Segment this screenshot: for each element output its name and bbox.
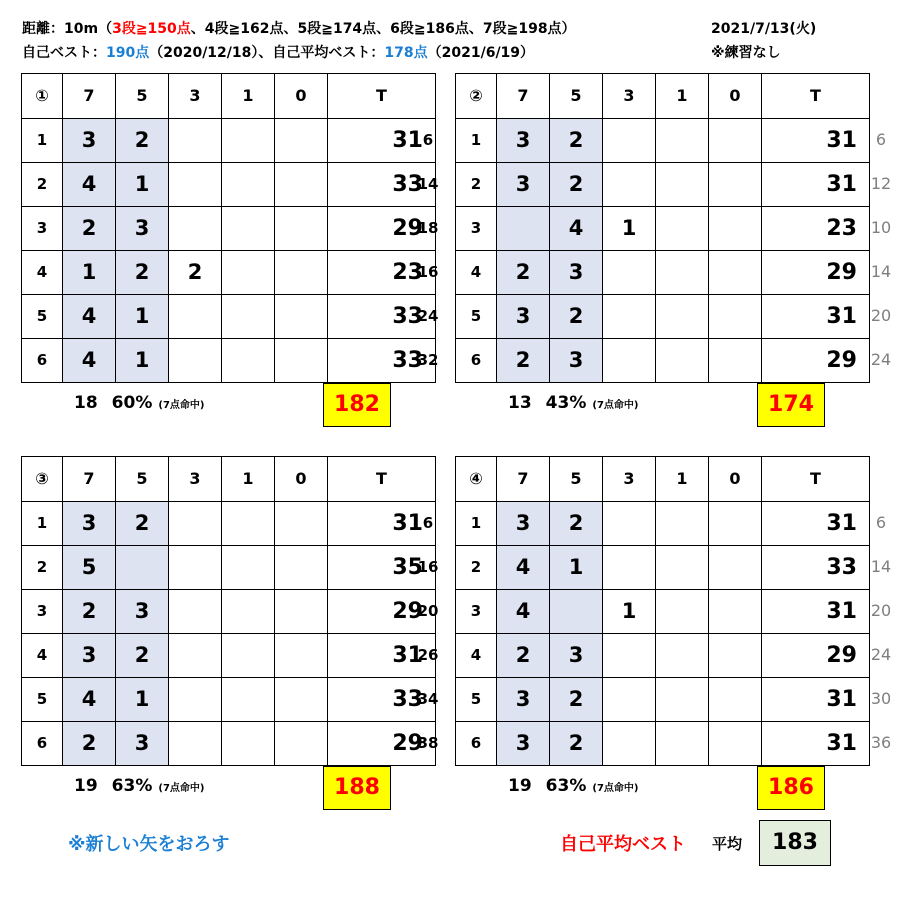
column-header: 5	[116, 457, 169, 502]
arrow-count-cell	[169, 119, 222, 163]
arrow-count-cell: 3	[497, 722, 550, 766]
arrow-count-cell	[275, 119, 328, 163]
round-label: ③	[22, 457, 63, 502]
hit-count: 13	[508, 393, 532, 413]
column-header: 7	[497, 74, 550, 119]
arrow-count-cell: 2	[63, 722, 116, 766]
hit-count: 18	[74, 393, 98, 413]
column-header: 0	[709, 74, 762, 119]
arrow-count-cell	[222, 339, 275, 383]
arrow-count-cell: 3	[116, 722, 169, 766]
column-header: 0	[275, 457, 328, 502]
arrow-count-cell	[275, 163, 328, 207]
column-header: T	[762, 74, 870, 119]
end-row	[456, 163, 870, 207]
distance-line	[22, 18, 576, 38]
end-row	[456, 295, 870, 339]
arrow-count-cell	[709, 251, 762, 295]
practice-note: ※練習なし	[711, 45, 781, 61]
arrow-count-cell: 1	[603, 207, 656, 251]
arrow-count-cell	[275, 590, 328, 634]
arrow-count-cell	[656, 163, 709, 207]
end-row	[456, 207, 870, 251]
arrow-count-cell: 1	[603, 590, 656, 634]
end-number: 6	[456, 339, 497, 383]
arrow-count-cell	[222, 207, 275, 251]
end-number: 3	[22, 207, 63, 251]
arrow-count-cell: 2	[497, 251, 550, 295]
arrow-count-cell	[275, 722, 328, 766]
score-table-round-3	[21, 456, 436, 766]
score-table-round-1	[21, 73, 436, 383]
arrow-count-cell	[169, 634, 222, 678]
end-number: 2	[22, 163, 63, 207]
cumulative-count-column	[408, 501, 448, 765]
arrow-count-cell: 4	[63, 295, 116, 339]
arrow-count-cell	[169, 722, 222, 766]
arrow-count-cell: 2	[497, 339, 550, 383]
arrow-count-cell	[169, 678, 222, 722]
end-total-cell: 29	[762, 634, 870, 678]
arrow-count-cell	[169, 339, 222, 383]
column-header: 3	[603, 457, 656, 502]
distance-thresholds: 、4段≧162点、5段≧174点、6段≧186点、7段≧198点）	[190, 21, 576, 37]
end-row	[456, 678, 870, 722]
cumulative-count: 38	[417, 734, 439, 752]
arrow-count-cell	[603, 251, 656, 295]
arrow-count-cell	[222, 546, 275, 590]
arrow-count-cell	[603, 502, 656, 546]
end-total-cell: 29	[762, 339, 870, 383]
hit-count: 19	[74, 776, 98, 796]
round-total-box: 182	[323, 383, 391, 427]
cumulative-count: 16	[417, 558, 439, 576]
arrow-count-cell: 1	[116, 163, 169, 207]
end-total-cell: 35	[328, 546, 436, 590]
average-label: 平均	[712, 835, 743, 853]
end-row	[456, 546, 870, 590]
column-header: T	[762, 457, 870, 502]
cumulative-count: 32	[417, 351, 439, 369]
arrow-count-cell	[656, 502, 709, 546]
end-number: 3	[456, 207, 497, 251]
best-value: 190点	[106, 45, 150, 61]
arrow-count-cell	[275, 678, 328, 722]
running-count: 6	[875, 130, 887, 149]
arrow-count-cell	[656, 119, 709, 163]
end-number: 4	[456, 634, 497, 678]
end-number: 4	[22, 251, 63, 295]
arrow-count-cell	[169, 590, 222, 634]
round-label: ②	[456, 74, 497, 119]
end-row	[456, 339, 870, 383]
avg-best-label: 自己平均ベスト	[560, 834, 686, 855]
best-label: 自己ベスト：	[22, 45, 106, 61]
end-number: 1	[22, 502, 63, 546]
running-count: 30	[870, 689, 892, 708]
best-date: （2020/12/18）、自己平均ベスト：	[149, 45, 385, 61]
hit-percent: 43%	[545, 393, 587, 413]
end-number: 1	[22, 119, 63, 163]
end-number: 2	[22, 546, 63, 590]
arrow-count-cell: 1	[63, 251, 116, 295]
arrow-count-cell: 1	[116, 295, 169, 339]
end-number: 5	[456, 295, 497, 339]
arrow-count-cell	[275, 207, 328, 251]
avg-best-value: 178点	[384, 45, 428, 61]
end-total-cell: 31	[762, 590, 870, 634]
end-total-cell: 33	[762, 546, 870, 590]
arrow-count-cell: 4	[497, 590, 550, 634]
end-row	[22, 163, 436, 207]
cumulative-count: 20	[417, 602, 439, 620]
round-total-box: 188	[323, 766, 391, 810]
arrow-count-cell	[656, 546, 709, 590]
end-number: 5	[456, 678, 497, 722]
arrow-count-cell	[603, 119, 656, 163]
session-date: 2021/7/13(火)	[711, 21, 817, 37]
column-header: 5	[116, 74, 169, 119]
column-header: 5	[550, 74, 603, 119]
arrow-count-cell	[222, 295, 275, 339]
arrow-count-cell	[603, 722, 656, 766]
arrow-count-cell	[169, 295, 222, 339]
end-number: 6	[456, 722, 497, 766]
arrow-count-cell: 2	[497, 634, 550, 678]
end-number: 3	[456, 590, 497, 634]
arrow-count-cell	[222, 590, 275, 634]
running-count: 14	[870, 557, 892, 576]
end-row	[456, 634, 870, 678]
arrow-count-cell: 2	[63, 590, 116, 634]
column-header: T	[328, 74, 436, 119]
arrow-count-cell	[275, 546, 328, 590]
arrow-count-cell	[275, 634, 328, 678]
arrow-count-cell: 3	[497, 163, 550, 207]
arrow-count-cell	[222, 722, 275, 766]
end-row	[456, 722, 870, 766]
end-total-cell: 31	[328, 634, 436, 678]
arrow-count-cell: 3	[497, 119, 550, 163]
end-row	[22, 295, 436, 339]
arrow-count-cell: 2	[550, 119, 603, 163]
end-row	[22, 634, 436, 678]
distance-red-threshold: 3段≧150点	[112, 21, 191, 37]
running-count: 20	[870, 306, 892, 325]
end-number: 5	[22, 295, 63, 339]
end-total-cell: 31	[762, 678, 870, 722]
arrow-count-cell	[603, 678, 656, 722]
arrow-count-cell: 2	[116, 119, 169, 163]
arrow-count-cell: 2	[116, 251, 169, 295]
hit-stats	[74, 776, 204, 796]
arrow-count-cell	[656, 207, 709, 251]
arrow-count-cell	[709, 207, 762, 251]
arrow-count-cell	[275, 502, 328, 546]
end-row	[22, 207, 436, 251]
hit-stats	[508, 776, 638, 796]
end-number: 4	[456, 251, 497, 295]
cumulative-count: 6	[422, 131, 434, 149]
end-total-cell: 23	[762, 207, 870, 251]
arrow-count-cell	[656, 722, 709, 766]
column-header: 3	[169, 457, 222, 502]
end-total-cell: 31	[328, 502, 436, 546]
score-table-round-4	[455, 456, 870, 766]
arrow-count-cell: 2	[63, 207, 116, 251]
column-header: 3	[603, 74, 656, 119]
cumulative-count: 34	[417, 690, 439, 708]
hit-stats	[74, 393, 204, 413]
column-header: 3	[169, 74, 222, 119]
arrow-count-cell: 3	[550, 251, 603, 295]
arrow-count-cell	[222, 163, 275, 207]
end-row	[22, 339, 436, 383]
arrow-count-cell	[603, 339, 656, 383]
arrow-count-cell: 2	[169, 251, 222, 295]
arrow-count-cell: 3	[63, 119, 116, 163]
end-row	[456, 590, 870, 634]
arrow-count-cell	[656, 590, 709, 634]
end-number: 6	[22, 339, 63, 383]
end-total-cell: 33	[328, 339, 436, 383]
new-arrow-note: ※新しい矢をおろす	[68, 834, 230, 855]
running-count: 24	[870, 645, 892, 664]
end-total-cell: 31	[762, 722, 870, 766]
column-header: 7	[497, 457, 550, 502]
end-total-cell: 33	[328, 295, 436, 339]
arrow-count-cell: 2	[116, 634, 169, 678]
running-count: 14	[870, 262, 892, 281]
running-count: 10	[870, 218, 892, 237]
arrow-count-cell	[656, 339, 709, 383]
arrow-count-cell: 1	[116, 678, 169, 722]
arrow-count-cell: 3	[497, 678, 550, 722]
arrow-count-cell	[116, 546, 169, 590]
end-total-cell: 33	[328, 678, 436, 722]
arrow-count-cell: 4	[63, 163, 116, 207]
arrow-count-cell	[169, 163, 222, 207]
end-total-cell: 29	[328, 207, 436, 251]
end-row	[456, 502, 870, 546]
column-header: 7	[63, 74, 116, 119]
arrow-count-cell	[709, 119, 762, 163]
end-total-cell: 31	[762, 163, 870, 207]
hit-note: (7点命中)	[158, 400, 205, 411]
end-total-cell: 29	[328, 722, 436, 766]
personal-best-line	[22, 42, 534, 62]
cumulative-count-column	[408, 118, 448, 382]
cumulative-count: 14	[417, 175, 439, 193]
arrow-count-cell: 3	[550, 634, 603, 678]
arrow-count-cell	[550, 590, 603, 634]
arrow-count-cell	[275, 251, 328, 295]
arrow-count-cell: 1	[116, 339, 169, 383]
column-header: 1	[222, 457, 275, 502]
hit-percent: 60%	[111, 393, 153, 413]
arrow-count-cell: 3	[63, 502, 116, 546]
arrow-count-cell	[275, 295, 328, 339]
arrow-count-cell	[169, 502, 222, 546]
arrow-count-cell	[709, 678, 762, 722]
end-total-cell: 33	[328, 163, 436, 207]
arrow-count-cell	[169, 546, 222, 590]
end-row	[22, 119, 436, 163]
running-count: 12	[870, 174, 892, 193]
arrow-count-cell	[709, 163, 762, 207]
end-row	[22, 546, 436, 590]
round-total-box: 186	[757, 766, 825, 810]
distance-prefix: 距離：10m（	[22, 21, 113, 37]
arrow-count-cell: 2	[550, 722, 603, 766]
arrow-count-cell: 4	[550, 207, 603, 251]
arrow-count-cell	[656, 678, 709, 722]
arrow-count-cell	[222, 251, 275, 295]
column-header: 0	[709, 457, 762, 502]
cumulative-count: 16	[417, 263, 439, 281]
arrow-count-cell	[497, 207, 550, 251]
round-total-box: 174	[757, 383, 825, 427]
hit-note: (7点命中)	[592, 783, 639, 794]
arrow-count-cell	[709, 502, 762, 546]
arrow-count-cell: 2	[550, 678, 603, 722]
arrow-count-cell: 3	[550, 339, 603, 383]
arrow-count-cell: 2	[550, 295, 603, 339]
end-row	[22, 502, 436, 546]
hit-note: (7点命中)	[158, 783, 205, 794]
cumulative-count: 24	[417, 307, 439, 325]
end-number: 6	[22, 722, 63, 766]
running-count: 6	[875, 513, 887, 532]
arrow-count-cell: 2	[550, 163, 603, 207]
arrow-count-cell	[709, 722, 762, 766]
column-header: 1	[656, 74, 709, 119]
arrow-count-cell: 4	[63, 678, 116, 722]
end-row	[456, 251, 870, 295]
end-number: 4	[22, 634, 63, 678]
arrow-count-cell	[709, 546, 762, 590]
end-total-cell: 31	[328, 119, 436, 163]
hit-percent: 63%	[545, 776, 587, 796]
arrow-count-cell	[709, 295, 762, 339]
cumulative-count: 26	[417, 646, 439, 664]
end-number: 1	[456, 502, 497, 546]
end-row	[22, 678, 436, 722]
end-number: 2	[456, 546, 497, 590]
column-header: 0	[275, 74, 328, 119]
running-count: 24	[870, 350, 892, 369]
arrow-count-cell	[709, 590, 762, 634]
round-label: ④	[456, 457, 497, 502]
arrow-count-cell: 4	[497, 546, 550, 590]
score-table-round-2	[455, 73, 870, 383]
end-number: 1	[456, 119, 497, 163]
end-number: 3	[22, 590, 63, 634]
arrow-count-cell	[603, 546, 656, 590]
arrow-count-cell	[709, 339, 762, 383]
arrow-count-cell: 3	[63, 634, 116, 678]
arrow-count-cell	[656, 295, 709, 339]
running-count-column	[861, 118, 900, 382]
arrow-count-cell	[169, 207, 222, 251]
end-total-cell: 23	[328, 251, 436, 295]
hit-stats	[508, 393, 638, 413]
end-total-cell: 29	[328, 590, 436, 634]
avg-best-date: （2021/6/19）	[427, 45, 535, 61]
arrow-count-cell	[222, 502, 275, 546]
end-row	[22, 590, 436, 634]
arrow-count-cell	[709, 634, 762, 678]
arrow-count-cell: 3	[497, 295, 550, 339]
column-header: T	[328, 457, 436, 502]
column-header: 5	[550, 457, 603, 502]
arrow-count-cell: 4	[63, 339, 116, 383]
arrow-count-cell	[656, 634, 709, 678]
cumulative-count: 18	[417, 219, 439, 237]
arrow-count-cell: 3	[116, 207, 169, 251]
arrow-count-cell: 3	[497, 502, 550, 546]
column-header: 1	[656, 457, 709, 502]
end-total-cell: 29	[762, 251, 870, 295]
arrow-count-cell	[656, 251, 709, 295]
arrow-count-cell: 2	[116, 502, 169, 546]
end-row	[22, 722, 436, 766]
hit-count: 19	[508, 776, 532, 796]
arrow-count-cell: 2	[550, 502, 603, 546]
arrow-count-cell: 3	[116, 590, 169, 634]
column-header: 1	[222, 74, 275, 119]
end-number: 5	[22, 678, 63, 722]
running-count: 20	[870, 601, 892, 620]
running-count-column	[861, 501, 900, 765]
end-row	[22, 251, 436, 295]
cumulative-count: 6	[422, 514, 434, 532]
arrow-count-cell	[603, 163, 656, 207]
round-label: ①	[22, 74, 63, 119]
arrow-count-cell	[603, 295, 656, 339]
arrow-count-cell	[222, 119, 275, 163]
column-header: 7	[63, 457, 116, 502]
running-count: 36	[870, 733, 892, 752]
hit-note: (7点命中)	[592, 400, 639, 411]
end-total-cell: 31	[762, 295, 870, 339]
end-row	[456, 119, 870, 163]
hit-percent: 63%	[111, 776, 153, 796]
arrow-count-cell	[603, 634, 656, 678]
end-total-cell: 31	[762, 502, 870, 546]
arrow-count-cell: 5	[63, 546, 116, 590]
end-number: 2	[456, 163, 497, 207]
end-total-cell: 31	[762, 119, 870, 163]
arrow-count-cell	[275, 339, 328, 383]
arrow-count-cell: 1	[550, 546, 603, 590]
arrow-count-cell	[222, 634, 275, 678]
arrow-count-cell	[222, 678, 275, 722]
average-score-box: 183	[759, 820, 831, 866]
